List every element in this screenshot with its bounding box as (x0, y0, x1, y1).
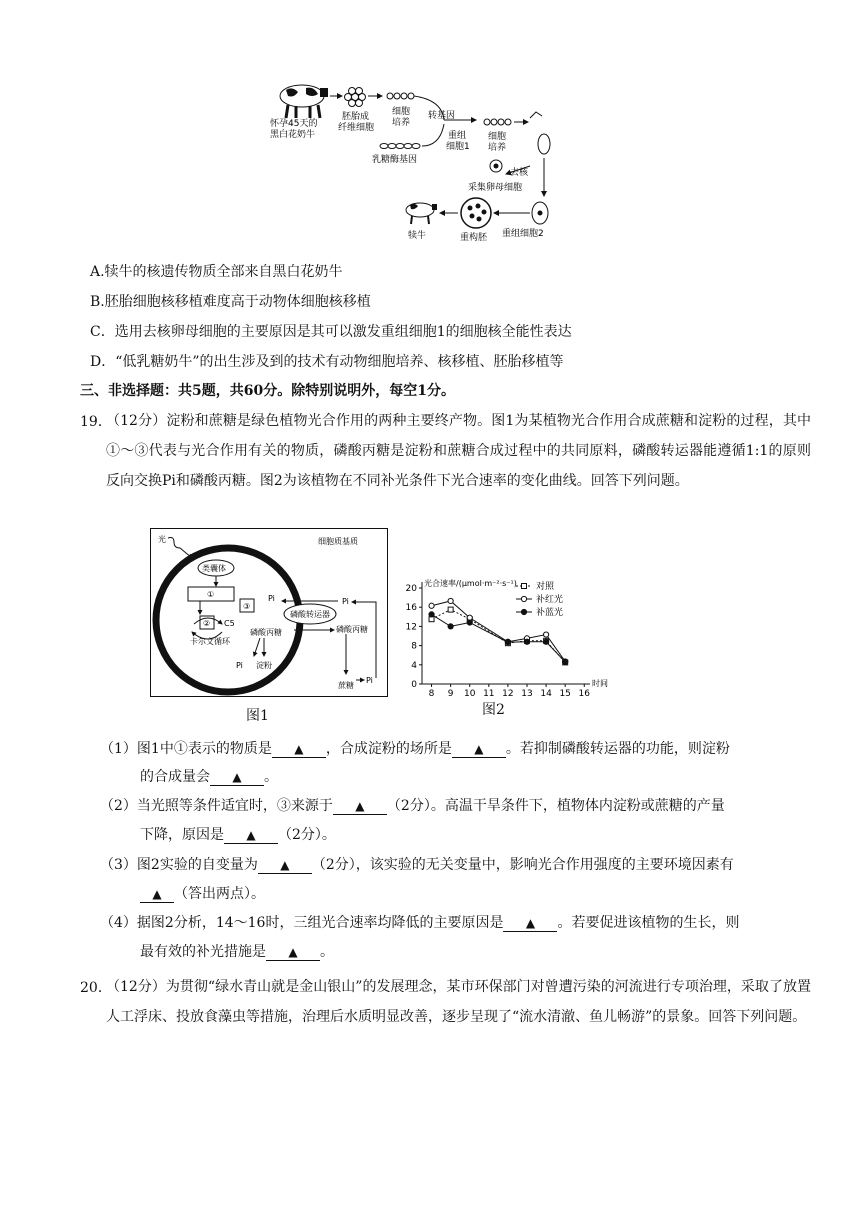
section-3-heading: 三、非选择题：共5题，共60分。除特别说明外，每空1分。 (80, 383, 455, 399)
x-tick-label: 8 (428, 689, 435, 696)
x-tick-label: 15 (559, 689, 571, 696)
box-1-label: ① (207, 590, 215, 599)
option-d: D．“低乳糖奶牛”的出生涉及到的技术有动物细胞培养、核移植、胚胎移植等 (90, 354, 564, 370)
fibroblast-label-1: 胚胎成 (342, 112, 370, 122)
recomb2-label: 重组细胞2 (502, 229, 544, 239)
calvin-cycle-label: 卡尔文循环 (190, 637, 230, 646)
q19-sub1-text-d: 的合成量会 (140, 769, 210, 785)
x-tick-label: 13 (521, 689, 533, 696)
box-2-label: ② (203, 619, 211, 628)
legend-marker-2 (521, 596, 526, 601)
q19-sub1-text-b: ，合成淀粉的场所是 (325, 741, 452, 757)
figure-1-caption: 图1 (246, 708, 269, 724)
culture1-label-2: 培养 (392, 118, 411, 128)
transgene-label: 转基因 (428, 111, 456, 121)
cell-culture-1-icon (387, 93, 414, 99)
q19-sub3-line2 (140, 884, 265, 904)
q19-sub2-blank-1[interactable]: ▲ (333, 798, 387, 815)
data-point (563, 659, 568, 664)
cow-cloning-diagram (262, 74, 562, 244)
q19-sub2-text-a: （2）当光照等条件适宜时，③来源于 (100, 798, 333, 814)
q19-sub3-text-b: （2分），该实验的无关变量中，影响光合作用强度的主要环境因素有 (311, 857, 734, 873)
data-point (448, 607, 453, 612)
embryo-icon (461, 198, 491, 228)
y-tick-label: 12 (405, 622, 417, 633)
q19-sub3-text-c: （答出两点）。 (174, 886, 265, 902)
q19-sub1-text-e: 。 (264, 769, 278, 785)
data-point (543, 639, 548, 644)
y-tick-label: 4 (411, 660, 417, 671)
data-point (543, 632, 548, 637)
y-tick-label: 0 (411, 680, 417, 690)
data-point (448, 598, 453, 603)
q19-sub1-text-a: （1）图1中①表示的物质是 (100, 741, 272, 757)
data-point (505, 640, 510, 645)
box-3-label: ③ (243, 602, 251, 611)
x-tick-label: 16 (578, 689, 590, 696)
q19-sub2-text-c: 下降，原因是 (140, 827, 224, 843)
data-point (429, 612, 434, 617)
pi-inner-label: Pi (236, 661, 243, 670)
fibroblast-cells-icon (345, 88, 366, 107)
x-tick-label: 12 (502, 689, 514, 696)
figure-2-chart (398, 574, 620, 696)
q19-stem: （12分）淀粉和蔗糖是绿色植物光合作用的两种主要终产物。图1为某植物光合作用合成蔗糖和淀粉的过程，其中①～③代表与光合作用有关的物质，磷酸丙糖是淀粉和蔗糖合成过程中的共同原料，磷酸转运器能遵循1:1的原则反向交换Pi和磷酸丙糖。图2为该植物在不同补光条件下光合速率的变化曲线。回答下列问题。 (106, 413, 811, 489)
option-a: A.犊牛的核遗传物质全部来自黑白花奶牛 (90, 264, 343, 280)
lactase-gene-label: 乳糖酶基因 (372, 155, 418, 165)
figure-1-diagram (150, 528, 390, 700)
y-axis-label: 光合速率/(μmol·m⁻²·s⁻¹) (424, 579, 517, 588)
oocyte-icon (538, 134, 550, 154)
triose-inner-label: 磷酸丙糖 (250, 628, 282, 637)
c5-label: C5 (224, 619, 235, 628)
option-c: C．选用去核卵母细胞的主要原因是其可以激发重组细胞1的细胞核全能性表达 (90, 324, 572, 340)
cytoplasm-label: 细胞质基质 (318, 537, 358, 546)
thylakoid-label: 类囊体 (202, 564, 226, 573)
data-point (467, 620, 472, 625)
legend-marker-3 (521, 609, 526, 614)
q19-sub4-line1 (100, 913, 739, 933)
q19-sub1-line2 (140, 767, 278, 787)
figure-2-caption: 图2 (482, 702, 505, 718)
y-tick-label: 8 (411, 641, 417, 652)
data-point (429, 603, 434, 608)
x-tick-label: 9 (447, 689, 454, 696)
q19-sub1-text-c: 。若抑制磷酸转运器的功能，则淀粉 (505, 741, 730, 757)
q19-sub4-blank-2[interactable]: ▲ (266, 944, 320, 961)
oocyte-label: 采集卵母细胞 (468, 183, 523, 193)
pi-bottom-label: Pi (366, 676, 373, 685)
y-tick-label: 20 (405, 584, 417, 594)
cow-icon (280, 85, 328, 118)
x-tick-label: 11 (483, 689, 495, 696)
y-tick-label: 16 (405, 603, 417, 614)
data-point (524, 639, 529, 644)
q19-sub2-line1 (100, 796, 725, 816)
culture1-label-1: 细胞 (392, 107, 411, 117)
fibroblast-label-2: 纤维细胞 (338, 123, 375, 133)
q19-sub1-blank-2[interactable]: ▲ (452, 741, 506, 758)
sucrose-label: 蔗糖 (338, 681, 354, 690)
q19-sub3-line1 (100, 855, 734, 875)
q19-sub4-text-a: （4）据图2分析，14～16时，三组光合速率均降低的主要原因是 (100, 915, 504, 931)
triose-outer-label: 磷酸丙糖 (336, 625, 368, 634)
q19-sub2-text-d: （2分）。 (278, 827, 336, 843)
recomb1-label-1: 重组 (448, 131, 467, 141)
x-tick-label: 10 (464, 689, 476, 696)
option-b: B.胚胎细胞核移植难度高于动物体细胞核移植 (90, 294, 371, 310)
q19-sub1-blank-3[interactable]: ▲ (210, 769, 264, 786)
legend-label-3: 补蓝光 (536, 608, 564, 618)
pi-left-label: Pi (268, 594, 275, 603)
q19-sub1-blank-1[interactable]: ▲ (272, 741, 326, 758)
q19-sub2-text-b: （2分）。高温干旱条件下，植物体内淀粉或蔗糖的产量 (386, 798, 725, 814)
starch-label: 淀粉 (256, 661, 272, 670)
q19-sub1-line1 (100, 739, 730, 759)
calf-icon (406, 203, 437, 224)
recomb1-label-2: 细胞1 (446, 142, 470, 152)
q19-sub3-blank-2[interactable]: ▲ (140, 886, 174, 903)
q19-sub3-text-a: （3）图2实验的自变量为 (100, 857, 258, 873)
culture2-label-2: 培养 (488, 143, 507, 153)
cow-label-1: 怀孕45天的 (270, 119, 318, 129)
cell-culture-2-icon (484, 119, 511, 125)
q19-sub4-line2 (140, 942, 334, 962)
calf-label: 犊牛 (408, 231, 427, 241)
culture2-label-1: 细胞 (488, 132, 507, 142)
legend-marker-1 (522, 584, 527, 589)
enucleate-label: 去核 (510, 168, 529, 178)
q19-sub4-text-c: 最有效的补光措施是 (140, 944, 266, 960)
x-axis-label: 时间 (592, 679, 608, 688)
q19-number: 19． (80, 414, 112, 430)
x-tick-label: 14 (540, 689, 552, 696)
lactase-gene-icon (380, 144, 420, 149)
transporter-label: 磷酸转运器 (290, 610, 330, 619)
light-label: 光 (158, 535, 166, 544)
q20-stem: （12分）为贯彻“绿水青山就是金山银山”的发展理念，某市环保部门对曾遭污染的河流进行专项治理，采取了放置人工浮床、投放食藻虫等措施，治理后水质明显改善，逐步呈现了“流水清澈、鱼儿畅游”的景象。回答下列问题。 (106, 979, 811, 1025)
cow-label-2: 黑白花奶牛 (270, 130, 316, 140)
q19-sub2-blank-2[interactable]: ▲ (224, 827, 278, 844)
legend-label-1: 对照 (536, 582, 555, 592)
q19-sub2-line2 (140, 825, 336, 845)
q19-sub4-text-b: 。若要促进该植物的生长，则 (557, 915, 740, 931)
legend-label-2: 补红光 (536, 595, 564, 605)
pi-right-label: Pi (342, 597, 349, 606)
q19-sub3-blank-1[interactable]: ▲ (258, 857, 312, 874)
q20-number: 20． (80, 980, 112, 996)
embryo-label: 重构胚 (460, 233, 488, 243)
data-point (448, 624, 453, 629)
q19-sub4-blank-1[interactable]: ▲ (503, 915, 557, 932)
q19-sub4-text-d: 。 (320, 944, 334, 960)
